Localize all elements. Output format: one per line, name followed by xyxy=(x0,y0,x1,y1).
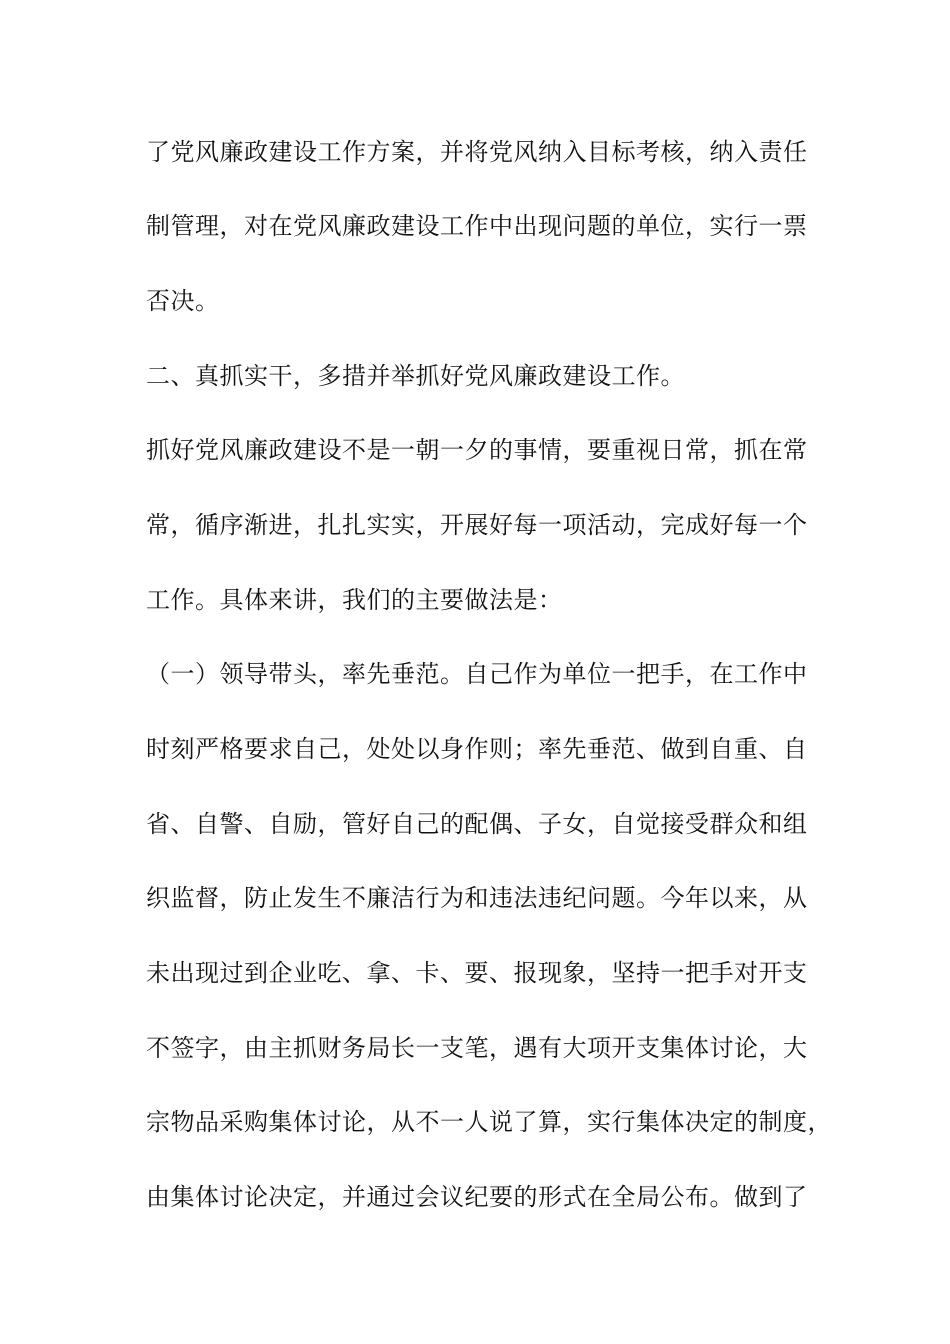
text-line: 了党风廉政建设工作方案，并将党风纳入目标考核，纳入责任 xyxy=(146,138,808,166)
text-line: 时刻严格要求自己，处处以身作则；率先垂范、做到自重、自 xyxy=(146,735,808,763)
text-line: 由集体讨论决定，并通过会议纪要的形式在全局公布。做到了 xyxy=(146,1183,808,1211)
text-line: 宗物品采购集体讨论，从不一人说了算，实行集体决定的制度， xyxy=(146,1108,832,1136)
text-line: （一）领导带头，率先垂范。自己作为单位一把手，在工作中 xyxy=(146,660,808,688)
text-line: 常，循序渐进，扎扎实实，开展好每一项活动，完成好每一个 xyxy=(146,511,808,539)
text-line: 未出现过到企业吃、拿、卡、要、报现象，坚持一把手对开支 xyxy=(146,959,808,987)
section-heading: 二、真抓实干，多措并举抓好党风廉政建设工作。 xyxy=(146,362,685,390)
text-line: 否决。 xyxy=(146,287,220,315)
text-line: 工作。具体来讲，我们的主要做法是： xyxy=(146,586,563,614)
text-line: 不签字，由主抓财务局长一支笔，遇有大项开支集体讨论，大 xyxy=(146,1034,808,1062)
text-line: 抓好党风廉政建设不是一朝一夕的事情，要重视日常，抓在常 xyxy=(146,436,808,464)
text-line: 织监督，防止发生不廉洁行为和违法违纪问题。今年以来，从 xyxy=(146,884,808,912)
text-line: 省、自警、自励，管好自己的配偶、子女，自觉接受群众和组 xyxy=(146,810,808,838)
text-line: 制管理，对在党风廉政建设工作中出现问题的单位，实行一票 xyxy=(146,212,808,240)
